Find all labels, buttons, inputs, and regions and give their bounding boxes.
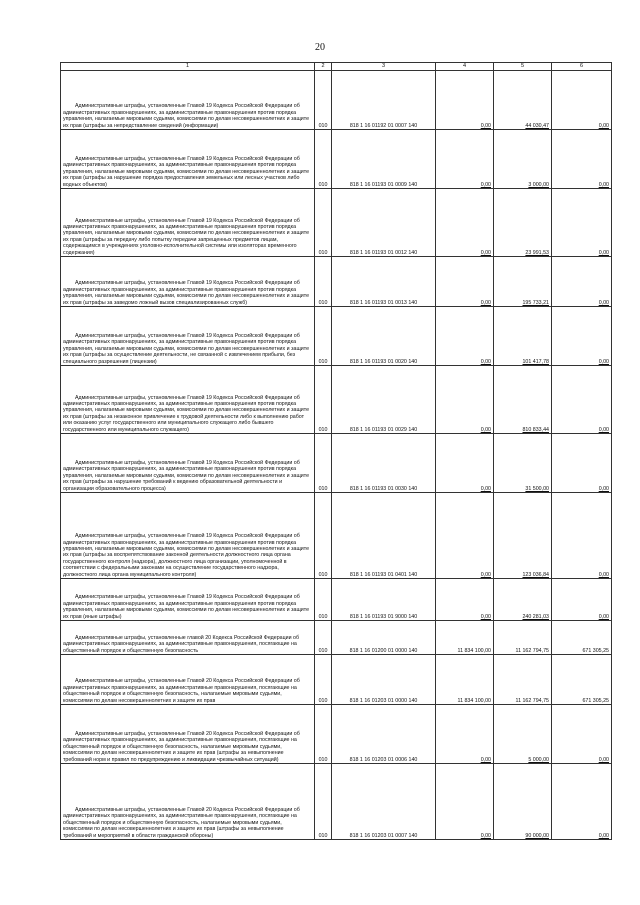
row-col6: 0,00 — [552, 493, 612, 579]
row-col4: 0,00 — [436, 71, 494, 130]
row-col6: 0,00 — [552, 71, 612, 130]
table-row — [61, 434, 612, 493]
row-col5: 810 833,44 — [494, 366, 552, 434]
row-line-code: 010 — [315, 71, 332, 130]
row-col6: 671 305,25 — [552, 621, 612, 655]
row-description: Административные штрафы, установленные Главой 20 Кодекса Российской Федерации об административных правонарушениях, за административные правонарушения, посягающие на общественный порядок и общественную безопасность, налагаемые мировыми судьями, комиссиями по делам несовершеннолетних и защите их прав — [61, 655, 315, 705]
row-col6: 0,00 — [552, 366, 612, 434]
row-line-code: 010 — [315, 130, 332, 189]
table-row — [61, 493, 612, 579]
row-col4: 0,00 — [436, 189, 494, 257]
row-col4: 0,00 — [436, 257, 494, 307]
table-row — [61, 130, 612, 189]
row-income-code: 818 1 16 01193 01 9000 140 — [332, 579, 436, 621]
row-col5: 90 000,00 — [494, 764, 552, 840]
row-line-code: 010 — [315, 579, 332, 621]
row-line-code: 010 — [315, 764, 332, 840]
row-col6: 0,00 — [552, 579, 612, 621]
row-income-code: 818 1 16 01203 01 0006 140 — [332, 705, 436, 764]
column-header-4: 4 — [436, 63, 494, 71]
row-income-code: 818 1 16 01203 01 0007 140 — [332, 764, 436, 840]
row-col5: 31 500,00 — [494, 434, 552, 493]
row-line-code: 010 — [315, 434, 332, 493]
row-col6: 0,00 — [552, 307, 612, 366]
row-description: Административные штрафы, установленные Главой 19 Кодекса Российской Федерации об административных правонарушениях, за административные правонарушения против порядка управления, налагаемые мировыми судьями, комиссиями по делам несовершеннолетних и защите их прав (штрафы за заведомо ложный вызов специализированных служб) — [61, 257, 315, 307]
row-col4: 0,00 — [436, 130, 494, 189]
table-row — [61, 189, 612, 257]
row-line-code: 010 — [315, 705, 332, 764]
row-col6: 0,00 — [552, 257, 612, 307]
row-income-code: 818 1 16 01193 01 0020 140 — [332, 307, 436, 366]
row-col4: 0,00 — [436, 764, 494, 840]
row-line-code: 010 — [315, 621, 332, 655]
row-line-code: 010 — [315, 366, 332, 434]
column-header-3: 3 — [332, 63, 436, 71]
row-description: Административные штрафы, установленные Главой 19 Кодекса Российской Федерации об административных правонарушениях, за административные правонарушения против порядка управления, налагаемые мировыми судьями, комиссиями по делам несовершеннолетних и защите их прав (штрафы за передачу либо попытку передачи запрещенных предметов лицам, содержащимся в учреждениях уголовно-исполнительной системы или изоляторах временного содержания) — [61, 189, 315, 257]
table-row — [61, 764, 612, 840]
table-row — [61, 705, 612, 764]
row-col4: 11 834 100,00 — [436, 621, 494, 655]
row-col6: 0,00 — [552, 764, 612, 840]
row-col4: 0,00 — [436, 493, 494, 579]
row-col4: 0,00 — [436, 307, 494, 366]
table-row — [61, 307, 612, 366]
row-line-code: 010 — [315, 493, 332, 579]
row-income-code: 818 1 16 01193 01 0009 140 — [332, 130, 436, 189]
row-income-code: 818 1 16 01193 01 0029 140 — [332, 366, 436, 434]
row-income-code: 818 1 16 01193 01 0401 140 — [332, 493, 436, 579]
row-col5: 11 162 794,75 — [494, 621, 552, 655]
row-income-code: 818 1 16 01200 01 0000 140 — [332, 621, 436, 655]
row-col5: 11 162 794,75 — [494, 655, 552, 705]
row-description: Административные штрафы, установленные Главой 20 Кодекса Российской Федерации об административных правонарушениях, за административные правонарушения, посягающие на общественный порядок и общественную безопасность, налагаемые мировыми судьями, комиссиями по делам несовершеннолетних и защите их прав (штрафы за невыполнение требований норм и правил по предупреждению и ликвидации чрезвычайных ситуаций) — [61, 705, 315, 764]
row-description: Административные штрафы, установленные Главой 19 Кодекса Российской Федерации об административных правонарушениях, за административные правонарушения против порядка управления, налагаемые мировыми судьями, комиссиями по делам несовершеннолетних и защите их прав (штрафы за нарушение требований к ведению образовательной деятельности и организации образовательного процесса) — [61, 434, 315, 493]
row-col4: 11 834 100,00 — [436, 655, 494, 705]
row-col6: 0,00 — [552, 130, 612, 189]
report-table — [60, 62, 612, 840]
table-row — [61, 579, 612, 621]
row-line-code: 010 — [315, 189, 332, 257]
row-col5: 3 000,00 — [494, 130, 552, 189]
table-row — [61, 257, 612, 307]
row-col4: 0,00 — [436, 579, 494, 621]
row-description: Административные штрафы, установленные Главой 19 Кодекса Российской Федерации об административных правонарушениях, за административные правонарушения против порядка управления, налагаемые мировыми судьями, комиссиями по делам несовершеннолетних и защите их прав (штрафы за воспрепятствование законной деятельности должностного лица органа государственного контроля (надзора), должностного лица организации, уполномоченной в соответствии с федеральными законами на осуществление государственного надзора, должностного лица органа муниципального контроля) — [61, 493, 315, 579]
row-col5: 195 733,21 — [494, 257, 552, 307]
row-col5: 23 991,53 — [494, 189, 552, 257]
table-row — [61, 366, 612, 434]
row-col6: 0,00 — [552, 434, 612, 493]
row-col5: 123 036,84 — [494, 493, 552, 579]
row-income-code: 818 1 16 01192 01 0007 140 — [332, 71, 436, 130]
row-income-code: 818 1 16 01193 01 0013 140 — [332, 257, 436, 307]
row-description: Административные штрафы, установленные главой 20 Кодекса Российской Федерации об административных правонарушениях, за административные правонарушения, посягающие на общественный порядок и общественную безопасность — [61, 621, 315, 655]
row-col4: 0,00 — [436, 705, 494, 764]
row-col4: 0,00 — [436, 434, 494, 493]
row-description: Административные штрафы, установленные Главой 19 Кодекса Российской Федерации об административных правонарушениях, за административные правонарушения против порядка управления, налагаемые мировыми судьями, комиссиями по делам несовершеннолетних и защите их прав (иные штрафы) — [61, 579, 315, 621]
row-col6: 671 305,25 — [552, 655, 612, 705]
row-col5: 240 281,03 — [494, 579, 552, 621]
row-income-code: 818 1 16 01193 01 0030 140 — [332, 434, 436, 493]
row-col5: 5 000,00 — [494, 705, 552, 764]
row-income-code: 818 1 16 01193 01 0012 140 — [332, 189, 436, 257]
row-col6: 0,00 — [552, 189, 612, 257]
table-row — [61, 655, 612, 705]
column-header-5: 5 — [494, 63, 552, 71]
row-col5: 44 030,47 — [494, 71, 552, 130]
page-number: 20 — [315, 42, 325, 53]
column-header-1: 1 — [61, 63, 315, 71]
table-row — [61, 621, 612, 655]
row-col5: 101 417,78 — [494, 307, 552, 366]
column-header-6: 6 — [552, 63, 612, 71]
row-col4: 0,00 — [436, 366, 494, 434]
row-description: Административные штрафы, установленные Главой 19 Кодекса Российской Федерации об административных правонарушениях, за административные правонарушения против порядка управления, налагаемые мировыми судьями, комиссиями по делам несовершеннолетних и защите их прав (штрафы за незаконное привлечение к трудовой деятельности либо к выполнению работ или оказанию услуг государственного или муниципального служащего либо бывшего государственного или муниципального служащего) — [61, 366, 315, 434]
row-description: Административные штрафы, установленные Главой 19 Кодекса Российской Федерации об административных правонарушениях, за административные правонарушения против порядка управления, налагаемые мировыми судьями, комиссиями по делам несовершеннолетних и защите их прав (штрафы за непредставление сведений (информации) — [61, 71, 315, 130]
row-line-code: 010 — [315, 307, 332, 366]
row-line-code: 010 — [315, 655, 332, 705]
header-row — [61, 63, 612, 71]
row-line-code: 010 — [315, 257, 332, 307]
row-col6: 0,00 — [552, 705, 612, 764]
column-header-2: 2 — [315, 63, 332, 71]
row-description: Административные штрафы, установленные Главой 20 Кодекса Российской Федерации об административных правонарушениях, за административные правонарушения, посягающие на общественный порядок и общественную безопасность, налагаемые мировыми судьями, комиссиями по делам несовершеннолетних и защите их прав (штрафы за невыполнение требований и мероприятий в области гражданской обороны) — [61, 764, 315, 840]
table-row — [61, 71, 612, 130]
row-description: Административные штрафы, установленные Главой 19 Кодекса Российской Федерации об административных правонарушениях, за административные правонарушения против порядка управления, налагаемые мировыми судьями, комиссиями по делам несовершеннолетних и защите их прав (штрафы за нарушение порядка предоставления земельных или лесных участков либо водных объектов) — [61, 130, 315, 189]
row-description: Административные штрафы, установленные Главой 19 Кодекса Российской Федерации об административных правонарушениях, за административные правонарушения против порядка управления, налагаемые мировыми судьями, комиссиями по делам несовершеннолетних и защите их прав (штрафы за осуществление деятельности, не связанной с извлечением прибыли, без специального разрешения (лицензии) — [61, 307, 315, 366]
row-income-code: 818 1 16 01203 01 0000 140 — [332, 655, 436, 705]
